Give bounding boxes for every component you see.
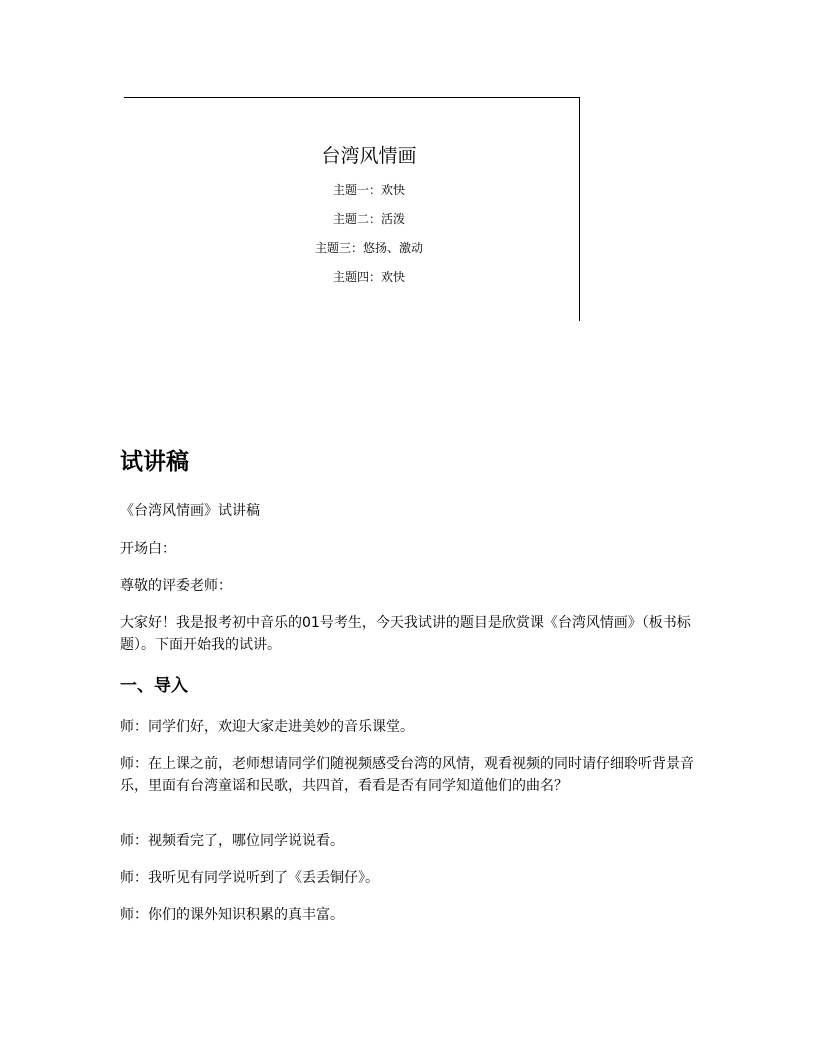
paragraph-greeting: 大家好！我是报考初中音乐的01号考生，今天我试讲的题目是欣赏课《台湾风情画》（板书标题）。下面开始我的试讲。	[120, 615, 691, 653]
paragraph-teacher-4: 师：我听见有同学说听到了《丢丢铜仔》。	[120, 870, 379, 886]
paragraph-teacher-2: 师：在上课之前，老师想请同学们随视频感受台湾的风情，观看视频的同时请仔细聆听背景音乐，里面有台湾童谣和民歌，共四首，看看是否有同学知道他们的曲名？	[120, 756, 694, 794]
paragraph-lecture-title: 《台湾风情画》试讲稿	[120, 503, 260, 519]
blackboard-image	[124, 97, 580, 321]
board-title: 台湾风情画	[321, 145, 417, 167]
document-heading: 试讲稿	[120, 449, 189, 475]
board-theme-2: 主题二：活泼	[332, 212, 405, 226]
board-right-border	[579, 97, 580, 321]
board-top-border	[124, 97, 580, 98]
paragraph-opening-label: 开场白：	[120, 541, 176, 557]
board-theme-3: 主题三：悠扬、激动	[314, 241, 423, 255]
paragraph-teacher-1: 师：同学们好，欢迎大家走进美妙的音乐课堂。	[120, 719, 414, 735]
paragraph-teacher-5: 师：你们的课外知识积累的真丰富。	[120, 907, 344, 923]
board-theme-4: 主题四：欢快	[332, 270, 405, 284]
paragraph-teacher-3: 师：视频看完了，哪位同学说说看。	[120, 833, 344, 849]
board-theme-1: 主题一：欢快	[332, 183, 405, 197]
section-heading-intro: 一、导入	[120, 676, 188, 696]
paragraph-salutation: 尊敬的评委老师：	[120, 578, 232, 594]
